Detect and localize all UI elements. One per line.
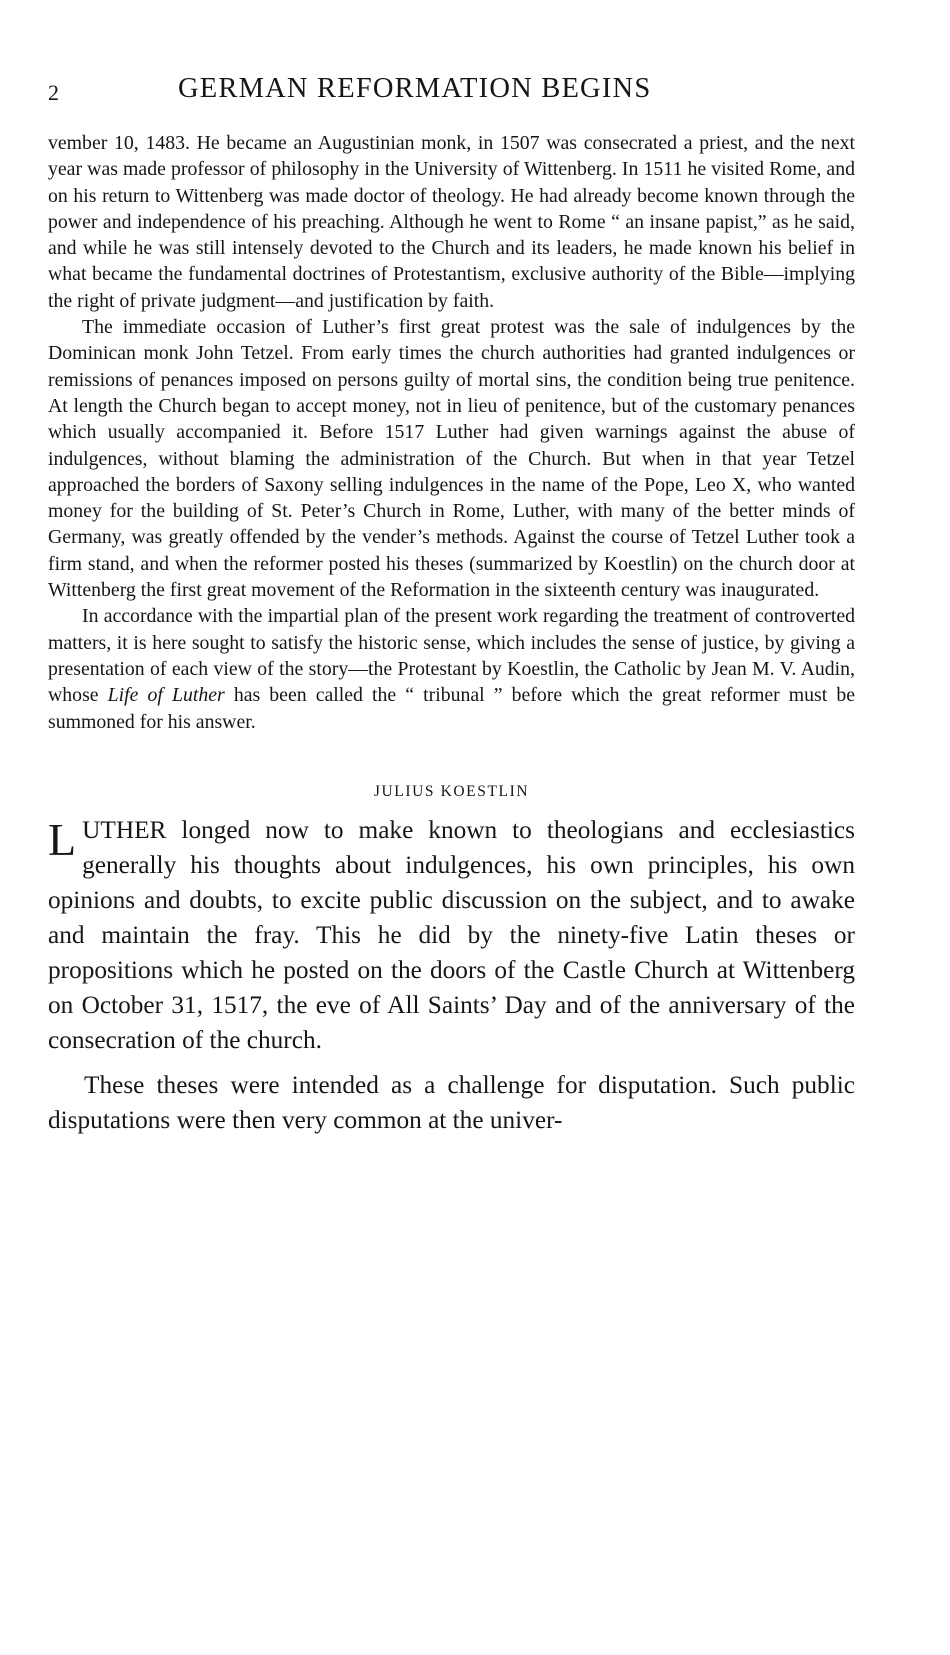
book-page	[48, 70, 855, 1138]
drop-cap: L	[48, 813, 77, 865]
intro-paragraph-3-lead: In accordance with the impartial plan of the present work regarding the treatment of controverted matters, it is here sought to satisfy the historic sense, which includes the sense of justice, by giving a presentation of each view of the story—the Protestant by Koestlin, the Catholic by Jean M. V. Audin, whose	[48, 605, 855, 707]
page-number: 2	[48, 80, 59, 105]
book-title-life-of-luther: Life of Luther	[107, 684, 225, 707]
intro-paragraph-3-tail: has been called the “ tribunal ” before which the great reformer must be summoned for his answer.	[48, 684, 856, 733]
essay-paragraph-2: These theses were intended as a challenge for disputation. Such public disputations were then very common at the univer-	[48, 1070, 855, 1134]
section-heading: JULIUS KOESTLIN	[373, 782, 530, 800]
intro-paragraph-3	[48, 603, 855, 734]
intro-paragraph-1: vember 10, 1483. He became an Augustinian monk, in 1507 was consecrated a priest, and the next year was made professor of philosophy in the University of Wittenberg. In 1511 he visited Rome, and on his return to Wittenberg was made doctor of theology. He had already become known through the power and independence of his preaching. Although he went to Rome “ an insane papist,” as he said, and while he was still intensely devoted to the Church and its leaders, he made known his belief in what became the fundamental doctrines of Protestantism, exclusive authority of the Bible—implying the right of private judgment—and justification by faith.	[48, 132, 855, 312]
running-title: GERMAN REFORMATION BEGINS	[178, 73, 652, 104]
introduction	[48, 130, 855, 735]
intro-paragraph-2: The immediate occasion of Luther’s first great protest was the sale of indulgences by the Dominican monk John Tetzel. From early times the church authorities had granted indulgences or remissions of penances imposed on persons guilty of mortal sins, the condition being true penitence. At length the Church began to accept money, not in lieu of penitence, but of the customary penances which usually accompanied it. Before 1517 Luther had given warnings against the abuse of indulgences, without blaming the administration of the Church. But when in that year Tetzel approached the borders of Saxony selling indulgences in the name of the Pope, Leo X, who wanted money for the building of St. Peter’s Church in Rome, Luther, with many of the better minds of Germany, was greatly offended by the vender’s methods. Against the course of Tetzel Luther took a firm stand, and when the reformer posted his theses (summarized by Koestlin) on the church door at Wittenberg the first great movement of the Reformation in the sixteenth century was inaugurated.	[48, 316, 855, 602]
essay-paragraph-1	[48, 813, 855, 1058]
essay-body	[48, 813, 855, 1138]
page-header	[48, 70, 855, 114]
essay-paragraph-1-text: UTHER longed now to make known to theologians and ecclesiastics generally his thoughts about indulgences, his own principles, his own opinions and doubts, to excite public discussion on the subject, and to awake and maintain the fray. This he did by the ninety-five Latin theses or propositions which he posted on the doors of the Castle Church at Wittenberg on October 31, 1517, the eve of All Saints’ Day and of the anniversary of the consecration of the church.	[48, 815, 855, 1054]
